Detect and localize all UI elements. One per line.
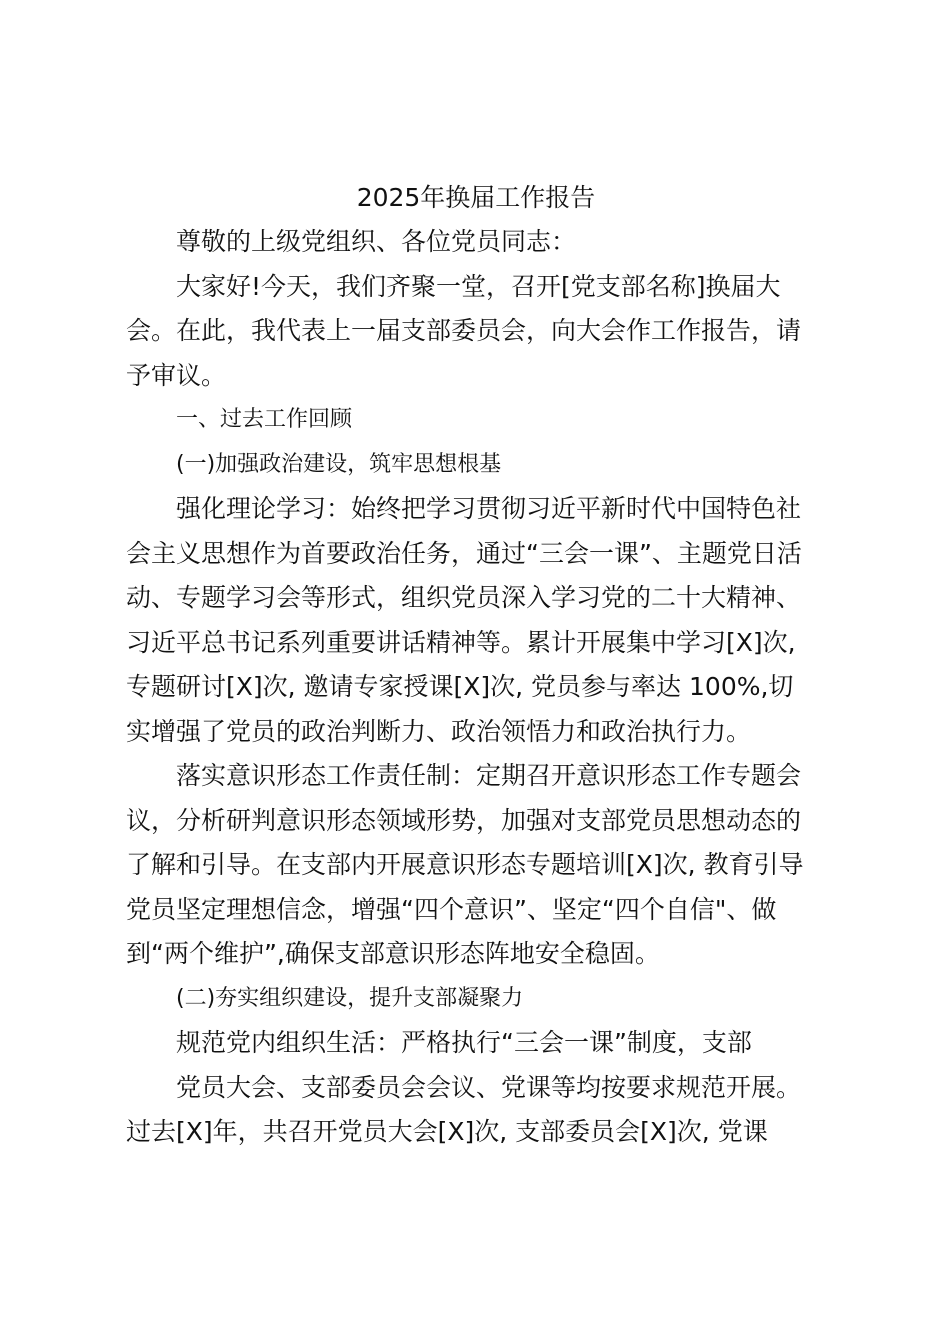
subsection-heading [126,443,826,488]
text-line: 到“两个维护”,确保支部意识形态阵地安全稳固。 [126,939,660,968]
text-line: 过去[X]年，共召开党员大会[X]次, 支部委员会[X]次, 党课 [126,1117,768,1146]
text-line: 专题研讨[X]次, 邀请专家授课[X]次, 党员参与率达 100%,切 [126,672,794,701]
section-heading-text: 一、过去工作回顾 [176,407,353,432]
text-line: 规范党内组织生活：严格执行“三会一课”制度，支部 [176,1028,752,1057]
document-body [126,176,826,1155]
subsection-heading-text: (一)加强政治建设，筑牢思想根基 [176,451,502,477]
ideology-paragraph [126,754,826,977]
document-title: 2025年换届工作报告 [356,183,596,212]
subsection-heading [126,977,826,1022]
text-line: 党员坚定理想信念，增强“四个意识”、坚定“四个自信"、做 [126,894,777,924]
text-line: 习近平总书记系列重要讲话精神等。累计开展集中学习[X]次, [126,627,796,657]
text-line: 强化理论学习：始终把学习贯彻习近平新时代中国特色社 [176,494,802,523]
text-line: 会。在此，我代表上一届支部委员会，向大会作工作报告，请 [126,316,802,345]
salutation [126,220,826,265]
text-line: 实增强了党员的政治判断力、政治领悟力和政治执行力。 [126,716,752,746]
text-line: 党员大会、支部委员会会议、党课等均按要求规范开展。 [176,1072,802,1102]
text-line: 落实意识形态工作责任制：定期召开意识形态工作专题会 [176,761,802,790]
salutation-line: 尊敬的上级党组织、各位党员同志： [176,227,577,256]
text-line: 予审议。 [126,360,227,390]
opening-paragraph [126,265,826,399]
theory-study-paragraph [126,487,826,754]
text-line: 了解和引导。在支部内开展意识形态专题培训[X]次, 教育引导 [126,850,804,879]
organization-paragraph [126,1021,826,1155]
section-heading [126,398,826,443]
text-line: 大家好!今天，我们齐聚一堂，召开[党支部名称]换届大 [176,271,781,301]
text-line: 会主义思想作为首要政治任务，通过“三会一课”、主题党日活 [126,538,802,568]
text-line: 议，分析研判意识形态领域形势，加强对支部党员思想动态的 [126,805,802,835]
subsection-heading-text: (二)夯实组织建设，提升支部凝聚力 [176,985,524,1011]
text-line: 动、专题学习会等形式，组织党员深入学习党的二十大精神、 [126,583,802,612]
